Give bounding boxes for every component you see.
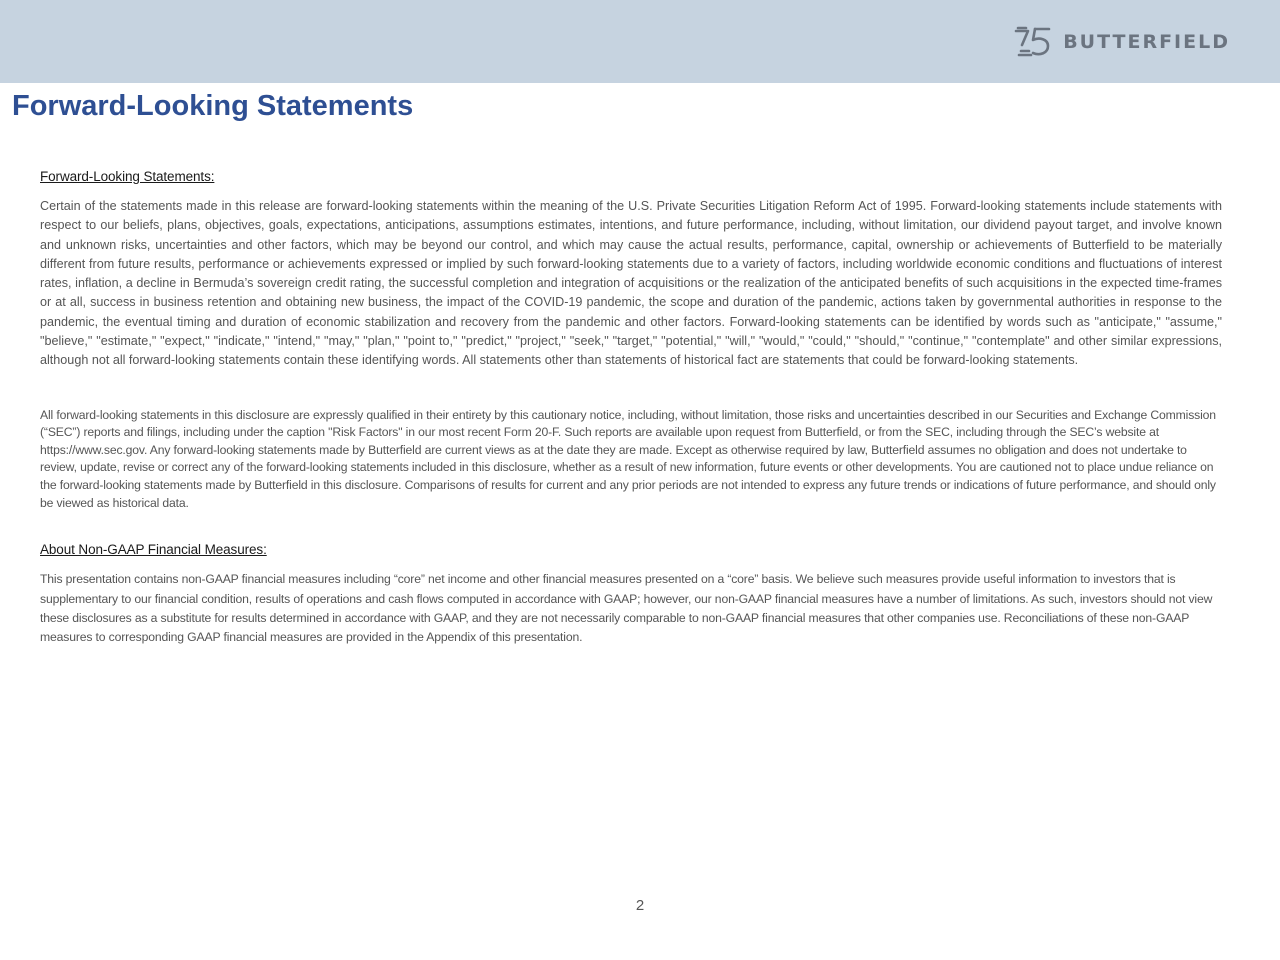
page-title: Forward-Looking Statements bbox=[12, 90, 414, 122]
header-band bbox=[0, 0, 1280, 83]
non-gaap-heading: About Non-GAAP Financial Measures: bbox=[40, 542, 267, 558]
brand-name: BUTTERFIELD bbox=[1063, 31, 1230, 53]
butterfield-logo bbox=[1013, 25, 1230, 59]
forward-looking-heading: Forward-Looking Statements: bbox=[40, 169, 215, 184]
page-number: 2 bbox=[635, 897, 645, 914]
forward-looking-paragraph-2: All forward-looking statements in this disclosure are expressly qualified in their entirety by this cautionary notice, including, without limitation, those risks and uncertainties described in our Securities and Exchange Commission (“SEC”) reports and filings, including under the caption "Risk Factors" in our most recent Form 20-F. Such reports are available upon request from Butterfield, or from the SEC, including through the SEC’s website at https://www.sec.gov. Any forward-looking statements made by Butterfield are current views as at the date they are made. Except as otherwise required by law, Butterfield assumes no obligation and does not undertake to review, update, revise or correct any of the forward-looking statements included in this disclosure, whether as a result of new information, future events or other developments. You are cautioned not to place undue reliance on the forward-looking statements made by Butterfield in this disclosure. Comparisons of results for current and any prior periods are not intended to express any future trends or indications of future performance, and should only be viewed as historical data. bbox=[40, 407, 1216, 510]
slide-body bbox=[40, 168, 1222, 647]
butterfield-logo-mark-icon bbox=[1013, 25, 1055, 59]
forward-looking-paragraph-1: Certain of the statements made in this release are forward-looking statements within the meaning of the U.S. Private Securities Litigation Reform Act of 1995. Forward-looking statements include statements with respect to our beliefs, plans, objectives, goals, expectations, anticipations, assumptions estimates, intentions, and future performance, including, without limitation, our dividend payout target, and involve known and unknown risks, uncertainties and other factors, which may be beyond our control, and which may cause the actual results, performance, capital, ownership or achievements of Butterfield to be materially different from future results, performance or achievements expressed or implied by such forward-looking statements due to a variety of factors, including worldwide economic conditions and fluctuations of interest rates, inflation, a decline in Bermuda’s sovereign credit rating, the successful completion and integration of acquisitions or the realization of the anticipated benefits of such acquisitions in the expected time-frames or at all, success in business retention and obtaining new business, the impact of the COVID-19 pandemic, the scope and duration of the pandemic, actions taken by governmental authorities in response to the pandemic, the eventual timing and duration of economic stabilization and recovery from the pandemic and other factors. Forward-looking statements can be identified by words such as "anticipate," "assume," "believe," "estimate," "expect," "indicate," "intend," "may," "plan," "point to," "predict," "project," "seek," "target," "potential," "will," "would," "could," "should," "continue," "contemplate" and other similar expressions, although not all forward-looking statements contain these identifying words. All statements other than statements of historical fact are statements that could be forward-looking statements. bbox=[40, 199, 1222, 368]
non-gaap-paragraph: This presentation contains non-GAAP financial measures including “core” net income and other financial measures presented on a “core” basis. We believe such measures provide useful information to investors that is supplementary to our financial condition, results of operations and cash flows computed in accordance with GAAP; however, our non-GAAP financial measures have a number of limitations. As such, investors should not view these disclosures as a substitute for results determined in accordance with GAAP, and they are not necessarily comparable to non-GAAP financial measures that other companies use. Reconciliations of these non-GAAP measures to corresponding GAAP financial measures are provided in the Appendix of this presentation. bbox=[40, 572, 1213, 645]
